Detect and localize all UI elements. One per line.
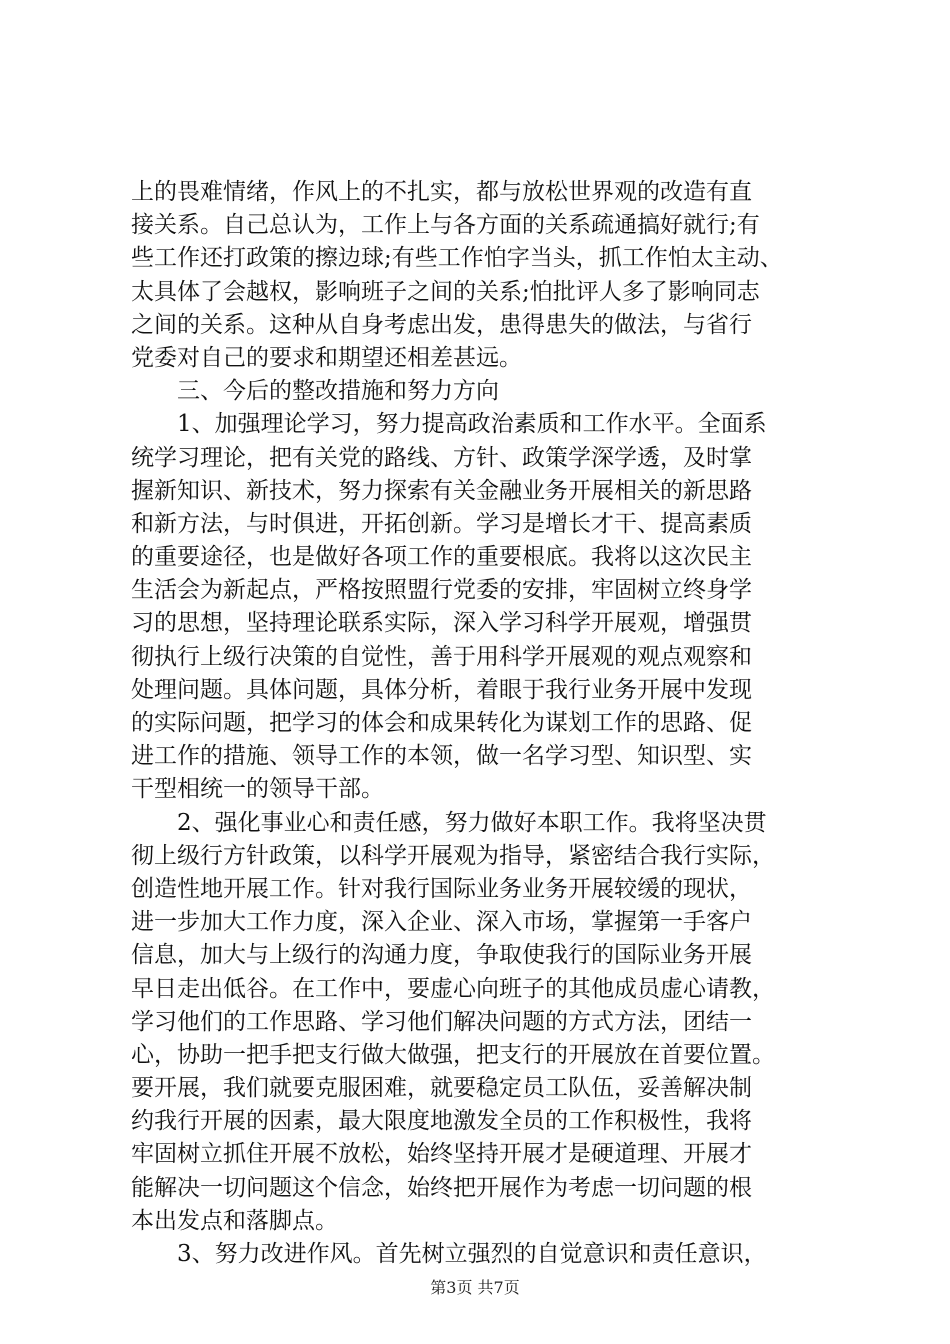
text-line: 的重要途径，也是做好各项工作的重要根底。我将以这次民主 [131,544,752,571]
text-line: 上的畏难情绪，作风上的不扎实，都与放松世界观的改造有直 [131,179,752,205]
text-line: 统学习理论，把有关党的路线、方针、政策学深学透，及时掌 [131,444,752,471]
text-line: 早日走出低谷。在工作中，要虚心向班子的其他成员虚心请教， [131,975,775,1002]
text-line: 生活会为新起点，严格按照盟行党委的安排，牢固树立终身学 [131,577,752,604]
text-line: 党委对自己的要求和期望还相差甚远。 [131,344,522,371]
text-line: 创造性地开展工作。针对我行国际业务业务开展较缓的现状， [131,875,752,902]
text-line: 约我行开展的因素，最大限度地激发全员的工作积极性，我将 [131,1108,752,1135]
section-heading: 三、今后的整改措施和努力方向 [177,378,499,405]
text-line: 处理问题。具体问题，具体分析，着眼于我行业务开展中发现 [131,676,752,703]
text-line: 信息，加大与上级行的沟通力度，争取使我行的国际业务开展 [131,942,752,969]
text-line: 和新方法，与时俱进，开拓创新。学习是增长才干、提高素质 [131,510,752,537]
text-line: 彻上级行方针政策，以科学开展观为指导，紧密结合我行实际， [131,842,775,869]
paragraph-start: 1、加强理论学习，努力提高政治素质和工作水平。全面系 [177,411,767,438]
text-line: 心，协助一把手把支行做大做强，把支行的开展放在首要位置。 [131,1041,775,1068]
text-line: 之间的关系。这种从自身考虑出发，患得患失的做法，与省行 [131,311,752,338]
paragraph-start: 3、努力改进作风。首先树立强烈的自觉意识和责任意识， [177,1241,767,1267]
page-number-footer: 第3页 共7页 [430,1278,520,1297]
text-line: 学习他们的工作思路、学习他们解决问题的方式方法，团结一 [131,1008,752,1035]
text-line: 牢固树立抓住开展不放松，始终坚持开展才是硬道理、开展才 [131,1141,752,1168]
text-line: 习的思想，坚持理论联系实际，深入学习科学开展观，增强贯 [131,610,752,637]
text-line: 太具体了会越权，影响班子之间的关系;怕批评人多了影响同志 [131,278,760,305]
text-line: 能解决一切问题这个信念，始终把开展作为考虑一切问题的根 [131,1174,752,1201]
text-line: 进一步加大工作力度，深入企业、深入市场，掌握第一手客户 [131,909,752,936]
text-line: 接关系。自己总认为，工作上与各方面的关系疏通搞好就行;有 [131,212,760,239]
text-line: 握新知识、新技术，努力探索有关金融业务开展相关的新思路 [131,477,752,504]
text-line: 干型相统一的领导干部。 [131,776,384,803]
text-line: 本出发点和落脚点。 [131,1207,338,1234]
body-text [131,176,831,1271]
text-line: 些工作还打政策的擦边球;有些工作怕字当头，抓工作怕太主动、 [131,245,783,272]
text-line: 进工作的措施、领导工作的本领，做一名学习型、知识型、实 [131,743,752,770]
paragraph-start: 2、强化事业心和责任感，努力做好本职工作。我将坚决贯 [177,809,767,836]
text-line: 彻执行上级行决策的自觉性，善于用科学开展观的观点观察和 [131,643,752,670]
text-line: 的实际问题，把学习的体会和成果转化为谋划工作的思路、促 [131,710,752,736]
text-line: 要开展，我们就要克服困难，就要稳定员工队伍，妥善解决制 [131,1075,752,1102]
